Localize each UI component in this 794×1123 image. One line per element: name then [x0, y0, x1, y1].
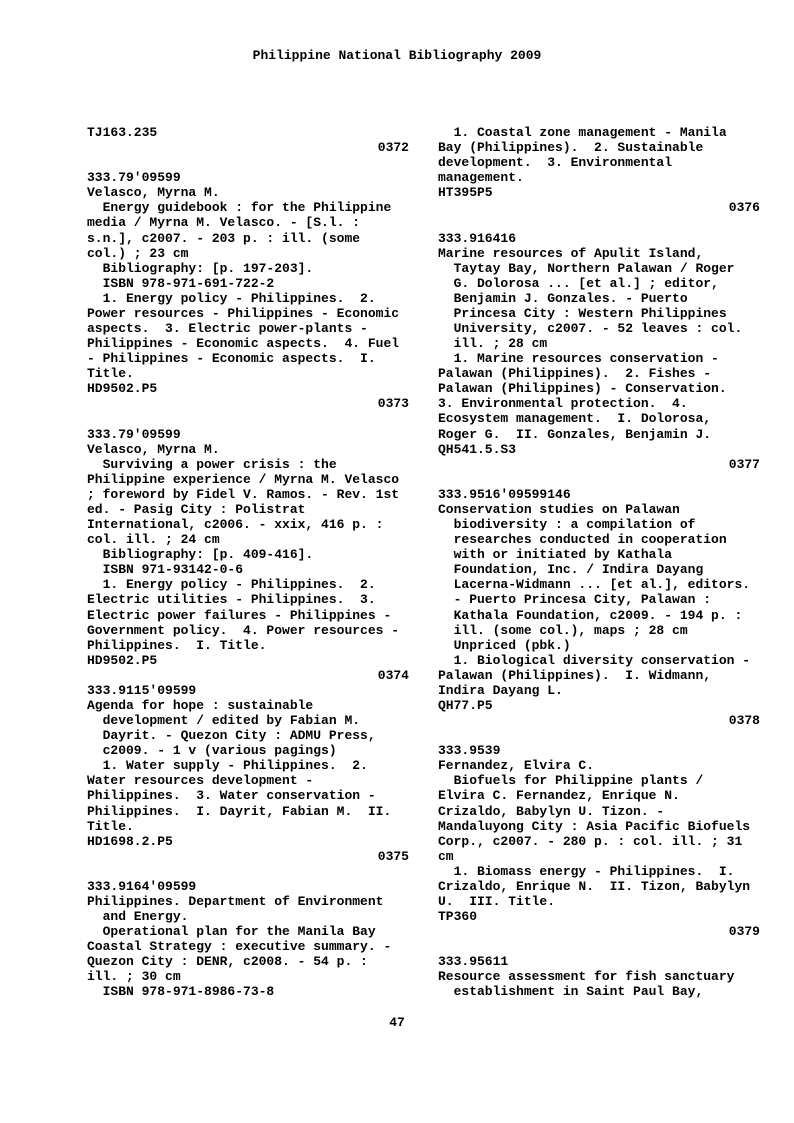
text-line: ill. ; 28 cm — [438, 336, 548, 352]
text-line: Roger G. II. Gonzales, Benjamin J. — [438, 426, 712, 442]
text-line: 1. Biological diversity conservation - — [438, 652, 751, 668]
text-line: 333.9516'09599146 — [438, 486, 571, 502]
text-line: 333.95611 — [438, 954, 509, 970]
text-line: 1. Water supply - Philippines. 2. — [87, 758, 368, 774]
text-line: ed. - Pasig City : Polistrat — [87, 501, 306, 517]
text-line: Energy guidebook : for the Philippine — [87, 200, 392, 216]
text-line: Electric power failures - Philippines - — [87, 607, 392, 623]
text-line: Electric utilities - Philippines. 3. — [87, 592, 376, 608]
text-line: ISBN 978-971-691-722-2 — [87, 275, 275, 291]
entry-number: 0379 — [728, 924, 760, 940]
left-column — [87, 125, 409, 1000]
text-line: and Energy. — [87, 909, 189, 925]
page-number: 47 — [389, 1015, 405, 1030]
text-line: 333.79'09599 — [87, 170, 181, 186]
text-line: s.n.], c2007. - 203 p. : ill. (some — [87, 230, 361, 246]
text-line: 333.9164'09599 — [87, 878, 197, 894]
text-line: researches conducted in cooperation — [438, 532, 727, 548]
entry-number: 0375 — [377, 848, 409, 864]
text-line: 1. Coastal zone management - Manila — [438, 125, 727, 140]
text-line: c2009. - 1 v (various pagings) — [87, 743, 337, 759]
text-line: Elvira C. Fernandez, Enrique N. — [438, 788, 680, 804]
text-line: Agenda for hope : sustainable — [87, 697, 314, 713]
blank-line — [438, 472, 760, 487]
text-line: ill. ; 30 cm — [87, 969, 181, 985]
text-line: 1. Energy policy - Philippines. 2. — [87, 577, 376, 593]
entry-number: 0374 — [377, 667, 409, 683]
text-line: Conservation studies on Palawan — [438, 501, 680, 517]
entry-number: 0376 — [728, 200, 760, 216]
page-header-title: Philippine National Bibliography 2009 — [252, 48, 542, 63]
text-line: Philippines. I. Dayrit, Fabian M. II. — [87, 803, 392, 819]
text-line: 333.79'09599 — [87, 426, 181, 442]
text-line: Palawan (Philippines) - Conservation. — [438, 381, 727, 397]
text-line: Crizaldo, Enrique N. II. Tizon, Babylyn — [438, 878, 751, 894]
text-line: Resource assessment for fish sanctuary — [438, 969, 735, 985]
text-line: col.) ; 23 cm — [87, 245, 189, 261]
text-line: Lacerna-Widmann ... [et al.], editors. — [438, 577, 751, 593]
text-line: Water resources development - — [87, 773, 314, 789]
text-line: ; foreword by Fidel V. Ramos. - Rev. 1st — [87, 486, 400, 502]
text-line: biodiversity : a compilation of — [438, 517, 696, 533]
text-line: Palawan (Philippines). I. Widmann, — [438, 667, 712, 683]
right-column — [438, 125, 760, 1000]
text-line: QH541.5.S3 — [438, 441, 517, 457]
text-line: TP360 — [438, 909, 478, 925]
entry-number: 0377 — [728, 456, 760, 472]
text-line: Unpriced (pbk.) — [438, 637, 571, 653]
text-line: Foundation, Inc. / Indira Dayang — [438, 562, 704, 578]
text-line: QH77.P5 — [438, 697, 493, 713]
text-line: Marine resources of Apulit Island, — [438, 245, 704, 261]
text-line: development / edited by Fabian M. — [87, 713, 361, 729]
text-line: University, c2007. - 52 leaves : col. — [438, 321, 743, 337]
text-line: Surviving a power crisis : the — [87, 456, 337, 472]
text-line: Philippines. I. Title. — [87, 637, 267, 653]
text-line: Philippines. Department of Environment — [87, 893, 384, 909]
text-line: Palawan (Philippines). 2. Fishes - — [438, 366, 712, 382]
text-line: 1. Energy policy - Philippines. 2. — [87, 290, 376, 306]
text-line: 3. Environmental protection. 4. — [438, 396, 688, 412]
text-line: 1. Biomass energy - Philippines. I. — [438, 863, 735, 879]
text-line: Benjamin J. Gonzales. - Puerto — [438, 290, 688, 306]
entry-number: 0373 — [377, 396, 409, 412]
text-line: Philippines - Economic aspects. 4. Fuel — [87, 336, 400, 352]
text-line: Velasco, Myrna M. — [87, 185, 220, 201]
text-line: Bibliography: [p. 409-416]. — [87, 547, 314, 563]
text-line: TJ163.235 — [87, 125, 158, 140]
blank-line — [87, 411, 409, 426]
text-line: Philippines. 3. Water conservation - — [87, 788, 376, 804]
text-line: HT395P5 — [438, 185, 493, 201]
text-line: Dayrit. - Quezon City : ADMU Press, — [87, 728, 376, 744]
text-line: Bay (Philippines). 2. Sustainable — [438, 140, 704, 156]
blank-line — [438, 939, 760, 954]
blank-line — [87, 864, 409, 879]
text-line: 333.9539 — [438, 743, 501, 759]
text-line: with or initiated by Kathala — [438, 547, 673, 563]
text-line: Princesa City : Western Philippines — [438, 305, 727, 321]
blank-line — [438, 215, 760, 230]
text-line: - Philippines - Economic aspects. I. — [87, 351, 376, 367]
text-line: aspects. 3. Electric power-plants - — [87, 321, 368, 337]
text-line: ISBN 978-971-8986-73-8 — [87, 984, 275, 1000]
text-line: Title. — [87, 366, 134, 382]
text-line: Philippine experience / Myrna M. Velasco — [87, 471, 400, 487]
text-line: Bibliography: [p. 197-203]. — [87, 260, 314, 276]
text-line: management. — [438, 170, 524, 186]
text-line: 333.9115'09599 — [87, 682, 197, 698]
text-line: media / Myrna M. Velasco. - [S.l. : — [87, 215, 361, 231]
text-line: 333.916416 — [438, 230, 517, 246]
text-line: Crizaldo, Babylyn U. Tizon. - — [438, 803, 665, 819]
text-line: Biofuels for Philippine plants / — [438, 773, 704, 789]
text-line: development. 3. Environmental — [438, 155, 673, 171]
text-line: Coastal Strategy : executive summary. - — [87, 939, 392, 955]
text-line: Government policy. 4. Power resources - — [87, 622, 400, 638]
text-line: establishment in Saint Paul Bay, — [438, 984, 704, 1000]
text-line: cm — [438, 848, 454, 864]
blank-line — [87, 155, 409, 170]
text-line: Mandaluyong City : Asia Pacific Biofuels — [438, 818, 751, 834]
text-line: HD1698.2.P5 — [87, 833, 173, 849]
text-line: Ecosystem management. I. Dolorosa, — [438, 411, 712, 427]
text-line: HD9502.P5 — [87, 652, 158, 668]
text-line: Operational plan for the Manila Bay — [87, 924, 376, 940]
text-line: International, c2006. - xxix, 416 p. : — [87, 517, 384, 533]
text-line: ill. (some col.), maps ; 28 cm — [438, 622, 688, 638]
text-line: 1. Marine resources conservation - — [438, 351, 719, 367]
text-line: U. III. Title. — [438, 893, 556, 909]
text-line: Fernandez, Elvira C. — [438, 758, 595, 774]
text-line: Indira Dayang L. — [438, 682, 563, 698]
text-line: Quezon City : DENR, c2008. - 54 p. : — [87, 954, 368, 970]
text-line: Power resources - Philippines - Economic — [87, 305, 400, 321]
text-line: Velasco, Myrna M. — [87, 441, 220, 457]
text-line: HD9502.P5 — [87, 381, 158, 397]
text-line: Corp., c2007. - 280 p. : col. ill. ; 31 — [438, 833, 743, 849]
text-line: Title. — [87, 818, 134, 834]
entry-number: 0372 — [377, 140, 409, 156]
text-line: col. ill. ; 24 cm — [87, 532, 220, 548]
text-line: - Puerto Princesa City, Palawan : — [438, 592, 712, 608]
text-line: G. Dolorosa ... [et al.] ; editor, — [438, 275, 719, 291]
blank-line — [438, 728, 760, 743]
entry-number: 0378 — [728, 713, 760, 729]
text-line: ISBN 971-93142-0-6 — [87, 562, 244, 578]
text-line: Taytay Bay, Northern Palawan / Roger — [438, 260, 735, 276]
text-line: Kathala Foundation, c2009. - 194 p. : — [438, 607, 743, 623]
